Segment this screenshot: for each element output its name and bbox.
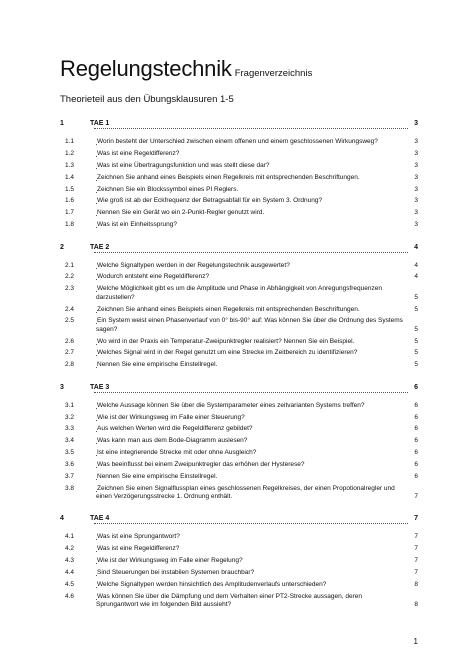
toc-item-text-content: Was ist eine Übertragungsfunktion und was stellt diese dar? <box>97 161 270 169</box>
toc-item-text-content: Was kann man aus dem Bode-Diagramm auslesen? <box>97 437 248 445</box>
toc-item-text <box>96 162 404 170</box>
toc-item-text <box>96 533 404 541</box>
toc-item-text-content: Welche Möglichkeit gibt es um die Amplitude und Phase in Abhängigkeit von Anregungsfrequenzen darzustellen? <box>96 285 382 301</box>
toc-section-label <box>90 120 110 127</box>
toc-item-page: 7 <box>414 569 418 577</box>
toc-item-number: 2.1 <box>65 261 75 269</box>
toc-item-number: 4.4 <box>65 569 75 577</box>
toc-section-page: 6 <box>414 383 418 391</box>
toc-item-text <box>96 349 404 357</box>
toc-item-page: 5 <box>414 305 418 313</box>
toc-item-text-content: Was ist eine Regeldifferenz? <box>97 149 180 157</box>
toc-item-number: 2.4 <box>65 305 75 313</box>
toc-item-number: 1.6 <box>65 197 75 205</box>
toc-item-2-1[interactable] <box>60 262 418 270</box>
toc-item-2-4[interactable] <box>60 306 418 314</box>
toc-item-page: 6 <box>414 425 418 433</box>
toc-item-page: 5 <box>414 337 418 345</box>
toc-item-page: 3 <box>414 138 418 145</box>
toc-item-page: 3 <box>414 221 418 229</box>
toc-item-text-content: Wodurch entsteht eine Regeldifferenz? <box>97 273 210 281</box>
toc-section-label-text: TAE 1 <box>90 120 110 127</box>
toc-item-number: 1.1 <box>65 138 75 145</box>
toc-item-1-8[interactable] <box>60 221 418 229</box>
toc-item-text-content: Ein System weist einen Phasenverlauf von 0° bis-90° auf: Was können Sie über die Ordnung des Systems sagen? <box>96 317 403 333</box>
toc-item-3-6[interactable] <box>60 461 418 469</box>
toc-item-4-1[interactable] <box>60 533 418 541</box>
toc-item-page: 4 <box>414 261 418 269</box>
toc-item-2-8[interactable] <box>60 361 418 369</box>
toc-item-1-3[interactable] <box>60 162 418 170</box>
toc-item-4-4[interactable] <box>60 569 418 577</box>
toc-item-text <box>96 545 404 553</box>
toc-item-number: 3.3 <box>65 425 75 433</box>
toc-item-text-content: Wo wird in der Praxis ein Temperatur-Zweipunktregler realisiert? Nennen Sie ein Beispiel. <box>97 337 355 345</box>
toc-item-1-4[interactable] <box>60 174 418 182</box>
toc-item-number: 2.6 <box>65 337 75 345</box>
toc-section-label <box>90 515 110 522</box>
toc-item-number: 2.8 <box>65 361 75 369</box>
toc-item-page: 7 <box>414 533 418 541</box>
toc-section-number: 3 <box>60 383 64 391</box>
toc-item-1-5[interactable] <box>60 186 418 194</box>
toc-section-1[interactable] <box>60 118 418 132</box>
toc-item-text <box>96 414 404 422</box>
toc-item-3-1[interactable] <box>60 402 418 410</box>
toc-item-text-content: Worin besteht der Unterschied zwischen einem offenen und einem geschlossenen Wirkungsweg? <box>97 138 378 145</box>
toc-item-text <box>96 361 404 369</box>
document-title-suffix: Fragenverzeichnis <box>234 68 313 79</box>
toc-item-text <box>96 285 404 302</box>
toc-item-number: 2.2 <box>65 273 75 281</box>
toc-section-page: 7 <box>414 515 418 523</box>
toc-item-3-5[interactable] <box>60 449 418 457</box>
toc-item-1-7[interactable] <box>60 209 418 217</box>
toc-item-text-content: Was ist eine Sprungantwort? <box>97 533 180 541</box>
toc-item-page: 5 <box>414 361 418 369</box>
toc-item-text <box>96 557 404 565</box>
toc-item-2-5[interactable] <box>60 317 418 334</box>
toc-item-text <box>96 306 404 314</box>
toc-section-label-text: TAE 2 <box>90 243 110 251</box>
toc-item-page: 6 <box>414 461 418 469</box>
toc-item-4-5[interactable] <box>60 581 418 589</box>
toc-item-2-3[interactable] <box>60 285 418 302</box>
toc-section-2[interactable] <box>60 242 418 256</box>
toc-item-page: 7 <box>414 557 418 565</box>
toc-item-page: 8 <box>414 601 418 609</box>
toc-item-1-1[interactable] <box>60 138 418 146</box>
toc-item-number: 3.5 <box>65 449 75 457</box>
toc-item-number: 4.3 <box>65 557 75 565</box>
document-subtitle: Theorieteil aus den Übungsklausuren 1-5 <box>60 94 234 105</box>
toc-item-number: 1.3 <box>65 161 75 169</box>
page-number: 1 <box>413 637 418 646</box>
toc-item-text <box>96 485 404 502</box>
toc-item-page: 5 <box>414 349 418 357</box>
toc-item-text <box>96 186 404 194</box>
toc-section-page: 3 <box>414 120 418 127</box>
toc-item-text-content: Welches Signal wird in der Regel genutzt um eine Strecke im Zeitbereich zu identifizieren? <box>97 349 358 357</box>
toc-item-text <box>96 197 404 205</box>
toc-item-text-content: Ist eine integrierende Strecke mit oder ohne Ausgleich? <box>97 449 257 457</box>
toc-item-text <box>96 437 404 445</box>
toc-item-number: 3.7 <box>65 473 75 480</box>
toc-section-4[interactable] <box>60 513 418 527</box>
toc-item-4-6[interactable] <box>60 593 418 610</box>
toc-item-number: 4.6 <box>65 592 75 600</box>
toc-item-number: 1.4 <box>65 173 75 181</box>
toc-leader-dots <box>94 392 408 393</box>
toc-section-label-text: TAE 3 <box>90 383 110 391</box>
toc-section-page: 4 <box>414 243 418 251</box>
toc-item-text-content: Zeichnen Sie anhand eines Beispiels einen Regelkreis mit entsprechenden Beschriftungen. <box>97 305 360 313</box>
title-block <box>60 56 312 82</box>
toc-item-page: 6 <box>414 473 418 480</box>
toc-item-text-content: Welche Aussage können Sie über die Systemparameter eines zeitvarianten Systems treffen? <box>97 401 365 409</box>
toc-item-number: 4.1 <box>65 533 75 541</box>
toc-item-2-6[interactable] <box>60 338 418 346</box>
toc-item-page: 5 <box>414 325 418 333</box>
toc-item-text <box>96 461 404 469</box>
toc-item-text-content: Nennen Sie eine empirische Einstellregel. <box>97 473 218 480</box>
toc-item-3-3[interactable] <box>60 425 418 433</box>
toc-item-text-content: Nennen Sie ein Gerät wo ein 2-Punkt-Regler genutzt wird. <box>97 209 265 217</box>
toc-item-text <box>96 209 404 217</box>
toc-leader-dots <box>94 128 408 129</box>
toc-section-number: 4 <box>60 515 64 523</box>
toc-item-2-7[interactable] <box>60 349 418 357</box>
toc-item-text-content: Nennen Sie eine empirische Einstellregel. <box>97 361 218 369</box>
toc-item-number: 1.5 <box>65 185 75 193</box>
toc-item-3-8[interactable] <box>60 485 418 502</box>
toc-item-3-7[interactable] <box>60 473 418 481</box>
toc-item-number: 2.3 <box>65 285 75 293</box>
toc-item-text-content: Welche Signaltypen werden hinsichtlich des Amplitudenverlaufs unterschieden? <box>97 581 327 589</box>
toc-section-label <box>90 244 110 251</box>
toc-item-number: 4.5 <box>65 581 75 589</box>
toc-item-page: 3 <box>414 209 418 217</box>
table-of-contents <box>60 118 418 610</box>
toc-item-number: 1.7 <box>65 209 75 217</box>
toc-section-label-text: TAE 4 <box>90 515 110 523</box>
toc-item-text-content: Zeichnen Sie ein Blockssymbol eines PI Reglers. <box>97 185 239 193</box>
toc-item-page: 5 <box>414 293 418 301</box>
toc-item-text-content: Was beeinflusst bei einem Zweipunktregler das erhöhen der Hysterese? <box>97 461 305 469</box>
toc-item-number: 2.5 <box>65 317 75 325</box>
toc-item-number: 3.2 <box>65 413 75 421</box>
toc-item-number: 3.6 <box>65 461 75 469</box>
toc-item-text <box>96 581 404 589</box>
toc-item-number: 3.1 <box>65 401 75 409</box>
toc-item-1-6[interactable] <box>60 197 418 205</box>
toc-section-number: 2 <box>60 243 64 251</box>
toc-item-text-content: Was ist eine Regeldifferenz? <box>97 545 180 553</box>
toc-leader-dots <box>94 523 408 524</box>
toc-item-text-content: Sind Steuerungen bei instabilen Systemen brauchbar? <box>97 569 255 577</box>
toc-item-page: 3 <box>414 197 418 205</box>
toc-item-page: 6 <box>414 413 418 421</box>
toc-item-page: 4 <box>414 273 418 281</box>
toc-section-3[interactable] <box>60 382 418 396</box>
toc-item-page: 3 <box>414 149 418 157</box>
toc-item-page: 7 <box>414 493 418 501</box>
toc-item-text <box>96 317 404 334</box>
toc-item-text <box>96 150 404 158</box>
toc-item-text <box>96 221 404 229</box>
toc-item-text-content: Welche Signaltypen werden in der Regelungstechnik ausgewertet? <box>97 261 290 269</box>
toc-section-number: 1 <box>60 120 64 127</box>
toc-item-text-content: Wie ist der Wirkungsweg im Falle einer Steuerung? <box>97 413 245 421</box>
toc-item-4-3[interactable] <box>60 557 418 565</box>
toc-item-text-content: Wie groß ist ab der Eckfrequenz der Betragsabfall für ein System 3. Ordnung? <box>97 197 323 205</box>
toc-item-text-content: Was ist ein Einheitssprung? <box>97 221 177 229</box>
toc-item-2-2[interactable] <box>60 273 418 281</box>
toc-item-text-content: Wie ist der Wirkungsweg im Falle einer Regelung? <box>97 557 243 565</box>
toc-section-label <box>90 384 110 391</box>
toc-item-text-content: Zeichnen Sie einen Signalflussplan eines geschlossenen Regelkreises, der einen Propotionalregler und einen Verzögerungsstrecke 1. Ordnung enthält. <box>96 484 395 501</box>
toc-item-number: 4.2 <box>65 545 75 553</box>
toc-item-text <box>96 449 404 457</box>
toc-item-number: 1.8 <box>65 221 75 229</box>
toc-item-text-content: Was können Sie über die Dämpfung und dem Verhalten einer PT2-Strecke aussagen, deren Sprungantwort wie im folgenden Bild aussieht? <box>96 592 362 609</box>
toc-item-page: 3 <box>414 185 418 193</box>
toc-item-4-2[interactable] <box>60 545 418 553</box>
toc-item-text <box>96 425 404 433</box>
toc-item-3-4[interactable] <box>60 437 418 445</box>
toc-item-number: 3.8 <box>65 484 75 492</box>
toc-item-number: 2.7 <box>65 349 75 357</box>
toc-item-text <box>96 593 404 610</box>
toc-item-text <box>96 338 404 346</box>
toc-item-text <box>96 174 404 182</box>
toc-item-page: 3 <box>414 161 418 169</box>
toc-item-number: 3.4 <box>65 437 75 445</box>
toc-item-text <box>96 569 404 577</box>
toc-item-text-content: Aus welchen Werten wird die Regeldifferenz gebildet? <box>97 425 253 433</box>
document-title: Regelungstechnik <box>60 56 232 81</box>
toc-item-number: 1.2 <box>65 149 75 157</box>
toc-item-text <box>96 138 404 146</box>
toc-item-text-content: Zeichnen Sie anhand eines Beispiels einen Regelkreis mit entsprechenden Beschriftungen. <box>97 173 360 181</box>
toc-item-page: 6 <box>414 437 418 445</box>
toc-item-text <box>96 473 404 481</box>
toc-item-page: 6 <box>414 449 418 457</box>
toc-item-page: 6 <box>414 401 418 409</box>
toc-item-page: 3 <box>414 173 418 181</box>
toc-item-page: 8 <box>414 581 418 589</box>
toc-item-text <box>96 402 404 410</box>
toc-item-page: 7 <box>414 545 418 553</box>
toc-item-text <box>96 273 404 281</box>
toc-item-1-2[interactable] <box>60 150 418 158</box>
toc-leader-dots <box>94 252 408 253</box>
toc-item-3-2[interactable] <box>60 414 418 422</box>
toc-item-text <box>96 262 404 270</box>
